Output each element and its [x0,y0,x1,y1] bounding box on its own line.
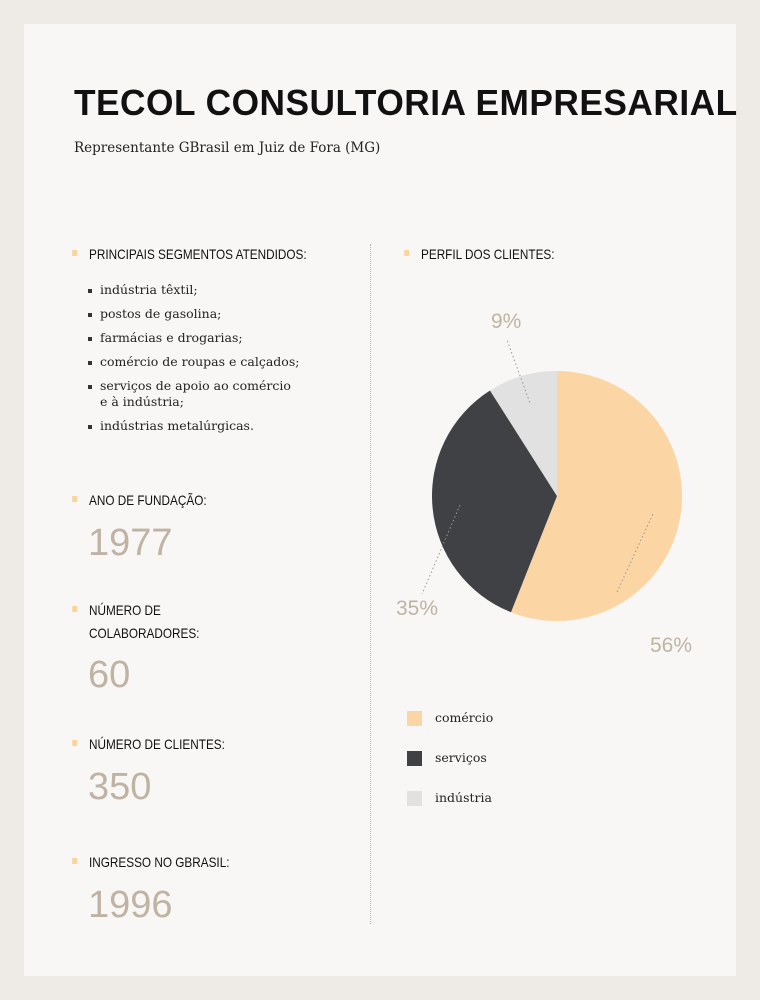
pie-chart [24,24,736,976]
clients-heading: NÚMERO DE CLIENTES: [89,733,225,756]
joined-heading: INGRESSO NO GBRASIL: [89,851,230,874]
employees-value: 60 [88,654,131,696]
list-item: serviços de apoio ao comércio e à indústria; [88,378,300,410]
legend-swatch [407,791,422,806]
list-item: comércio de roupas e calçados; [88,354,300,370]
pie-label-comercio: 56% [650,634,693,657]
founded-heading: ANO DE FUNDAÇÃO: [89,489,207,512]
joined-value: 1996 [88,884,173,926]
list-item: farmácias e drogarias; [88,330,300,346]
pie-label-industria: 9% [491,310,522,333]
legend-swatch [407,711,422,726]
legend-swatch [407,751,422,766]
page-subtitle: Representante GBrasil em Juiz de Fora (MG) [74,140,381,156]
pie-label-servicos: 35% [396,597,439,620]
infographic-card: TECOL CONSULTORIA EMPRESARIAL Representante GBrasil em Juiz de Fora (MG) PRINCIPAIS SEGMENTOS ATENDIDOS: indústria têxtil; postos de gasolina; farmácias e drogarias; comércio de roupas e calçados; serviços de apoio ao comércio e à indústria; indústrias metalúrgicas. ANO DE FUNDAÇÃO: 1977 NÚMERO DE COLABORADORES: 60 NÚMERO DE CLIENTES: 350 INGRESSO NO GBRASIL: 1996 PERFIL DOS CLIENTES: 56% 35% 9% comércio serviços indústria [24,24,736,976]
page-title: TECOL CONSULTORIA EMPRESARIAL [74,82,738,123]
employees-heading: NÚMERO DE COLABORADORES: [89,599,199,645]
list-item: indústria têxtil; [88,282,300,298]
segments-heading: PRINCIPAIS SEGMENTOS ATENDIDOS: [89,243,307,266]
founded-value: 1977 [88,522,173,564]
clients-value: 350 [88,766,152,808]
chart-title: PERFIL DOS CLIENTES: [421,243,555,266]
list-item: indústrias metalúrgicas. [88,418,300,434]
list-item: postos de gasolina; [88,306,300,322]
